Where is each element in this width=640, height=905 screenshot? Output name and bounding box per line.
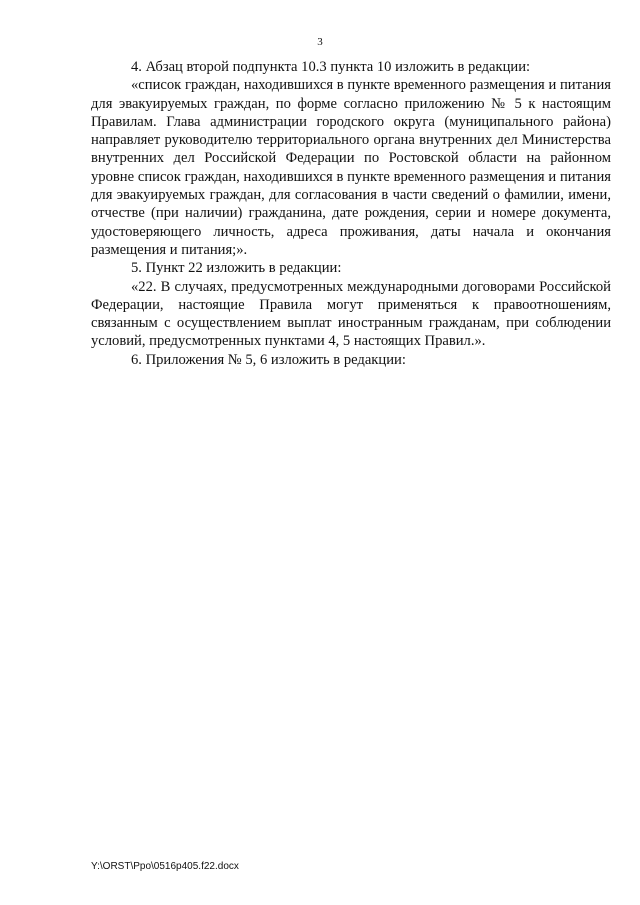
page-number: 3 [317, 36, 323, 48]
footer-file-path: Y:\ORST\Ppo\0516p405.f22.docx [91, 861, 239, 872]
paragraph-quote-list: «список граждан, находившихся в пункте временного размещения и питания для эвакуируемых граждан, по форме согласно приложению № 5 к настоящим Правилам. Глава администрации городского округа (муниципального района) направляет руководителю территориального органа внутренних дел Министерства внутренних дел Российской Федерации по Ростовской области на районном уровне список граждан, находившихся в пункте временного размещения и питания для эвакуируемых граждан, для согласования в части сведений о фамилии, имени, отчестве (при наличии) гражданина, дате рождения, серии и номере документа, удостоверяющего личность, адреса проживания, даты начала и окончания размещения и питания;». [91, 77, 611, 258]
paragraph-quote-22: «22. В случаях, предусмотренных международными договорами Российской Федерации, настоящие Правила могут применяться к правоотношениям, связанным с осуществлением выплат иностранным гражданам, при соблюдении условий, предусмотренных пунктами 4, 5 настоящих Правил.». [91, 278, 611, 350]
paragraph-item-6: 6. Приложения № 5, 6 изложить в редакции: [131, 351, 406, 368]
paragraph-item-4: 4. Абзац второй подпункта 10.3 пункта 10 изложить в редакции: [131, 59, 531, 75]
document-body [91, 58, 611, 369]
paragraph-item-5: 5. Пункт 22 изложить в редакции: [131, 260, 342, 277]
